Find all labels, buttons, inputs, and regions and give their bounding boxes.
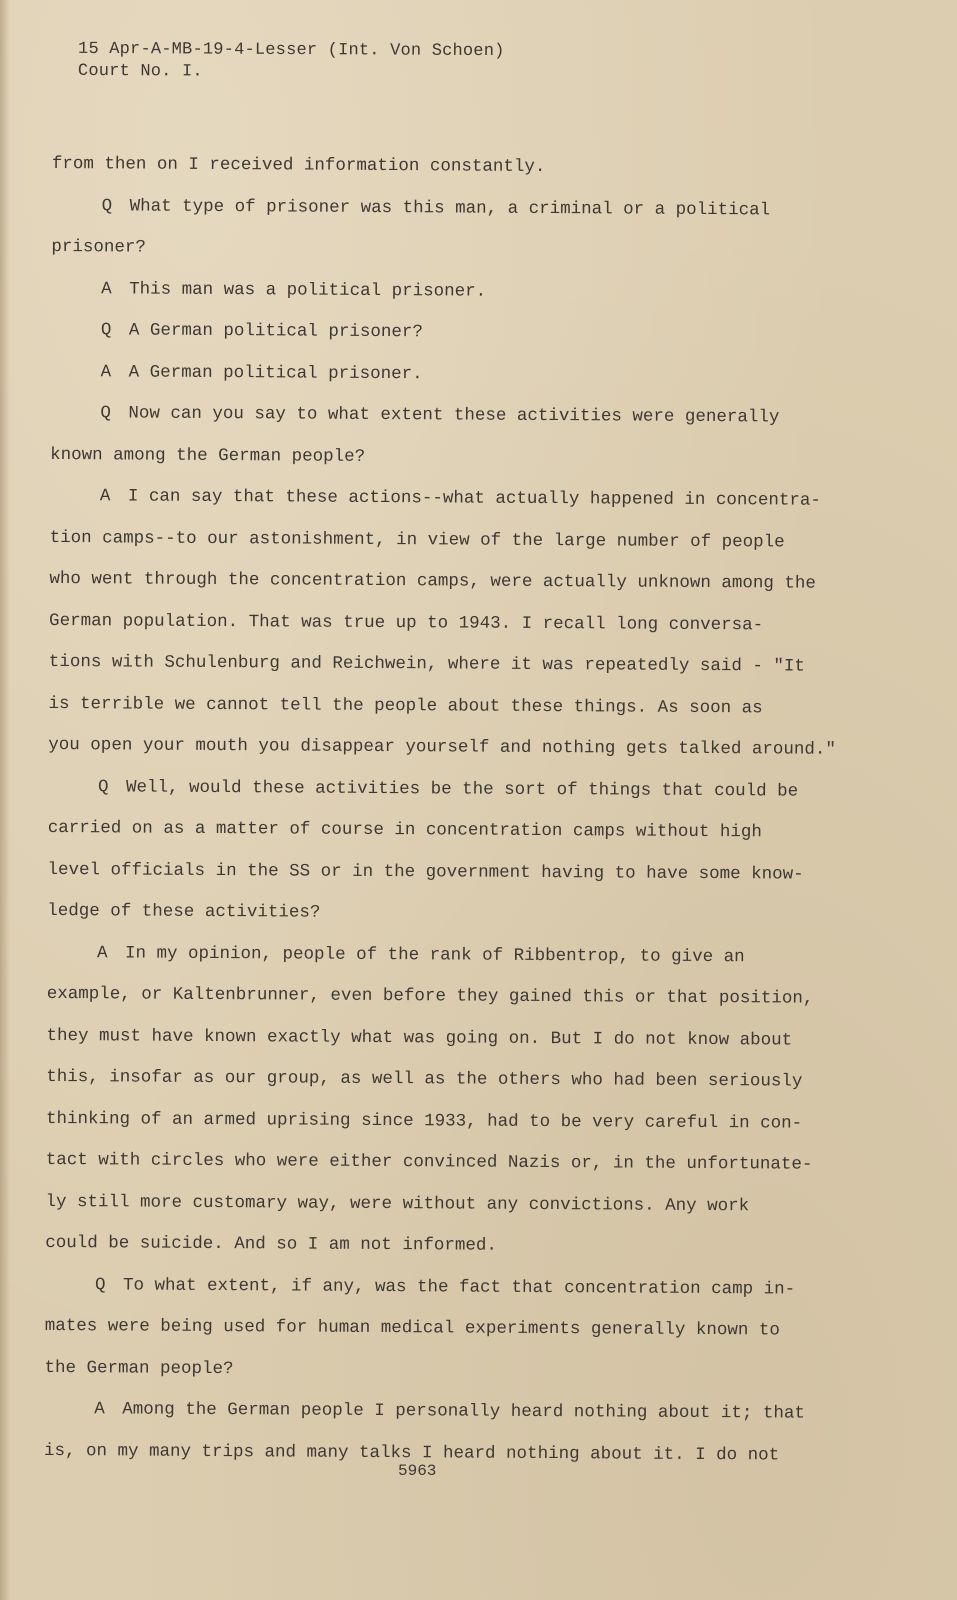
transcript-line [52, 144, 842, 190]
question-marker: Q [98, 776, 109, 797]
header-line-2: Court No. I. [77, 61, 203, 82]
answer-marker: A [96, 942, 108, 963]
line-text: the German people? [44, 1357, 234, 1379]
question-marker: Q [100, 320, 112, 341]
transcript-line [48, 725, 838, 771]
line-text: known among the German people? [50, 444, 366, 467]
line-text: This man was a political prisoner. [129, 278, 487, 302]
line-text: A German political prisoner. [128, 361, 423, 384]
line-text: prisoner? [51, 236, 146, 258]
question-marker: Q [94, 1274, 106, 1295]
transcript-line [44, 1347, 834, 1393]
line-text: In my opinion, people of the rank of Ribbentrop, to give an [124, 942, 745, 967]
transcript-line [48, 808, 838, 854]
transcript-line [46, 1098, 836, 1144]
header-line-1: 15 Apr-A-MB-19-4-Lesser (Int. Von Schoen) [78, 39, 505, 62]
line-text: could be suicide. And so I am not informed. [45, 1232, 497, 1256]
answer-marker: A [101, 278, 112, 299]
line-text: is terrible we cannot tell the people about these things. As soon as [48, 693, 763, 718]
line-text: carried on as a matter of course in concentration camps without high [47, 817, 762, 843]
transcript-line [48, 683, 838, 729]
transcript-line [49, 559, 839, 605]
line-text: Well, would these activities be the sort of things that could be [126, 776, 799, 802]
paper-edge [0, 0, 10, 1600]
transcript-line [47, 932, 837, 978]
line-text: example, or Kaltenbrunner, even before they gained this or that position, [46, 983, 814, 1009]
line-text: thinking of an armed uprising since 1933, had to be very careful in con- [45, 1108, 803, 1134]
transcript-line [45, 1223, 835, 1269]
transcript-line [49, 517, 839, 563]
transcript-line [45, 1306, 835, 1352]
question-marker: Q [100, 403, 111, 424]
transcript-line [46, 1057, 836, 1103]
line-text: you open your mouth you disappear yourself and nothing gets talked around." [48, 734, 837, 760]
transcript-line [51, 227, 841, 273]
question-marker: Q [101, 195, 113, 216]
transcript-line [46, 1140, 836, 1186]
line-text: this, insofar as our group, as well as the others who had been seriously [46, 1066, 803, 1092]
transcript-line [51, 310, 841, 356]
transcript-body [44, 144, 842, 1477]
transcript-line [49, 642, 839, 688]
transcript-line [44, 1389, 834, 1435]
line-text: I can say that these actions--what actually happened in concentra- [127, 486, 822, 511]
line-text: ledge of these activities? [47, 900, 321, 923]
line-text: ly still more customary way, were without any convictions. Any work [45, 1191, 750, 1216]
line-text: tact with circles who were either convinced Nazis or, in the unfortunate- [45, 1149, 813, 1175]
transcript-line [49, 600, 839, 646]
transcript-line [50, 393, 840, 439]
transcript-line [50, 434, 840, 480]
transcript-line [50, 351, 840, 397]
transcript-line [47, 849, 837, 895]
line-text: Among the German people I personally heard nothing about it; that [122, 1399, 805, 1424]
transcript-line [45, 1264, 835, 1310]
line-text: Now can you say to what extent these activities were generally [128, 403, 780, 428]
answer-marker: A [100, 361, 112, 382]
line-text: mates were being used for human medical experiments generally known to [44, 1315, 780, 1341]
transcript-line [51, 185, 841, 231]
transcript-line [48, 766, 838, 812]
line-text: German population. That was true up to 1943. I recall long conversa- [49, 610, 764, 635]
line-text: who went through the concentration camps, were actually unknown among the [49, 568, 817, 594]
line-text: tion camps--to our astonishment, in view of the large number of people [49, 527, 785, 552]
transcript-line [45, 1181, 835, 1227]
line-text: they must have known exactly what was going on. But I do not know about [46, 1025, 793, 1051]
line-text: from then on I received information constantly. [51, 153, 546, 178]
transcript-line [51, 268, 841, 314]
document-header [78, 39, 505, 85]
page-number: 5963 [398, 1462, 437, 1480]
transcript-line [50, 476, 840, 522]
transcript-line [44, 1430, 834, 1476]
line-text: A German political prisoner? [128, 320, 423, 343]
answer-marker: A [94, 1399, 105, 1420]
line-text: To what extent, if any, was the fact that concentration camp in- [122, 1274, 796, 1300]
line-text: level officials in the SS or in the government having to have some know- [47, 859, 804, 885]
line-text: is, on my many trips and many talks I heard nothing about it. I do not [43, 1440, 780, 1465]
answer-marker: A [99, 486, 111, 507]
line-text: tions with Schulenburg and Reichwein, where it was repeatedly said - "It [48, 651, 806, 677]
transcript-line [47, 974, 837, 1020]
transcript-line [46, 1015, 836, 1061]
transcript-line [47, 891, 837, 937]
line-text: What type of prisoner was this man, a criminal or a political [129, 195, 771, 220]
